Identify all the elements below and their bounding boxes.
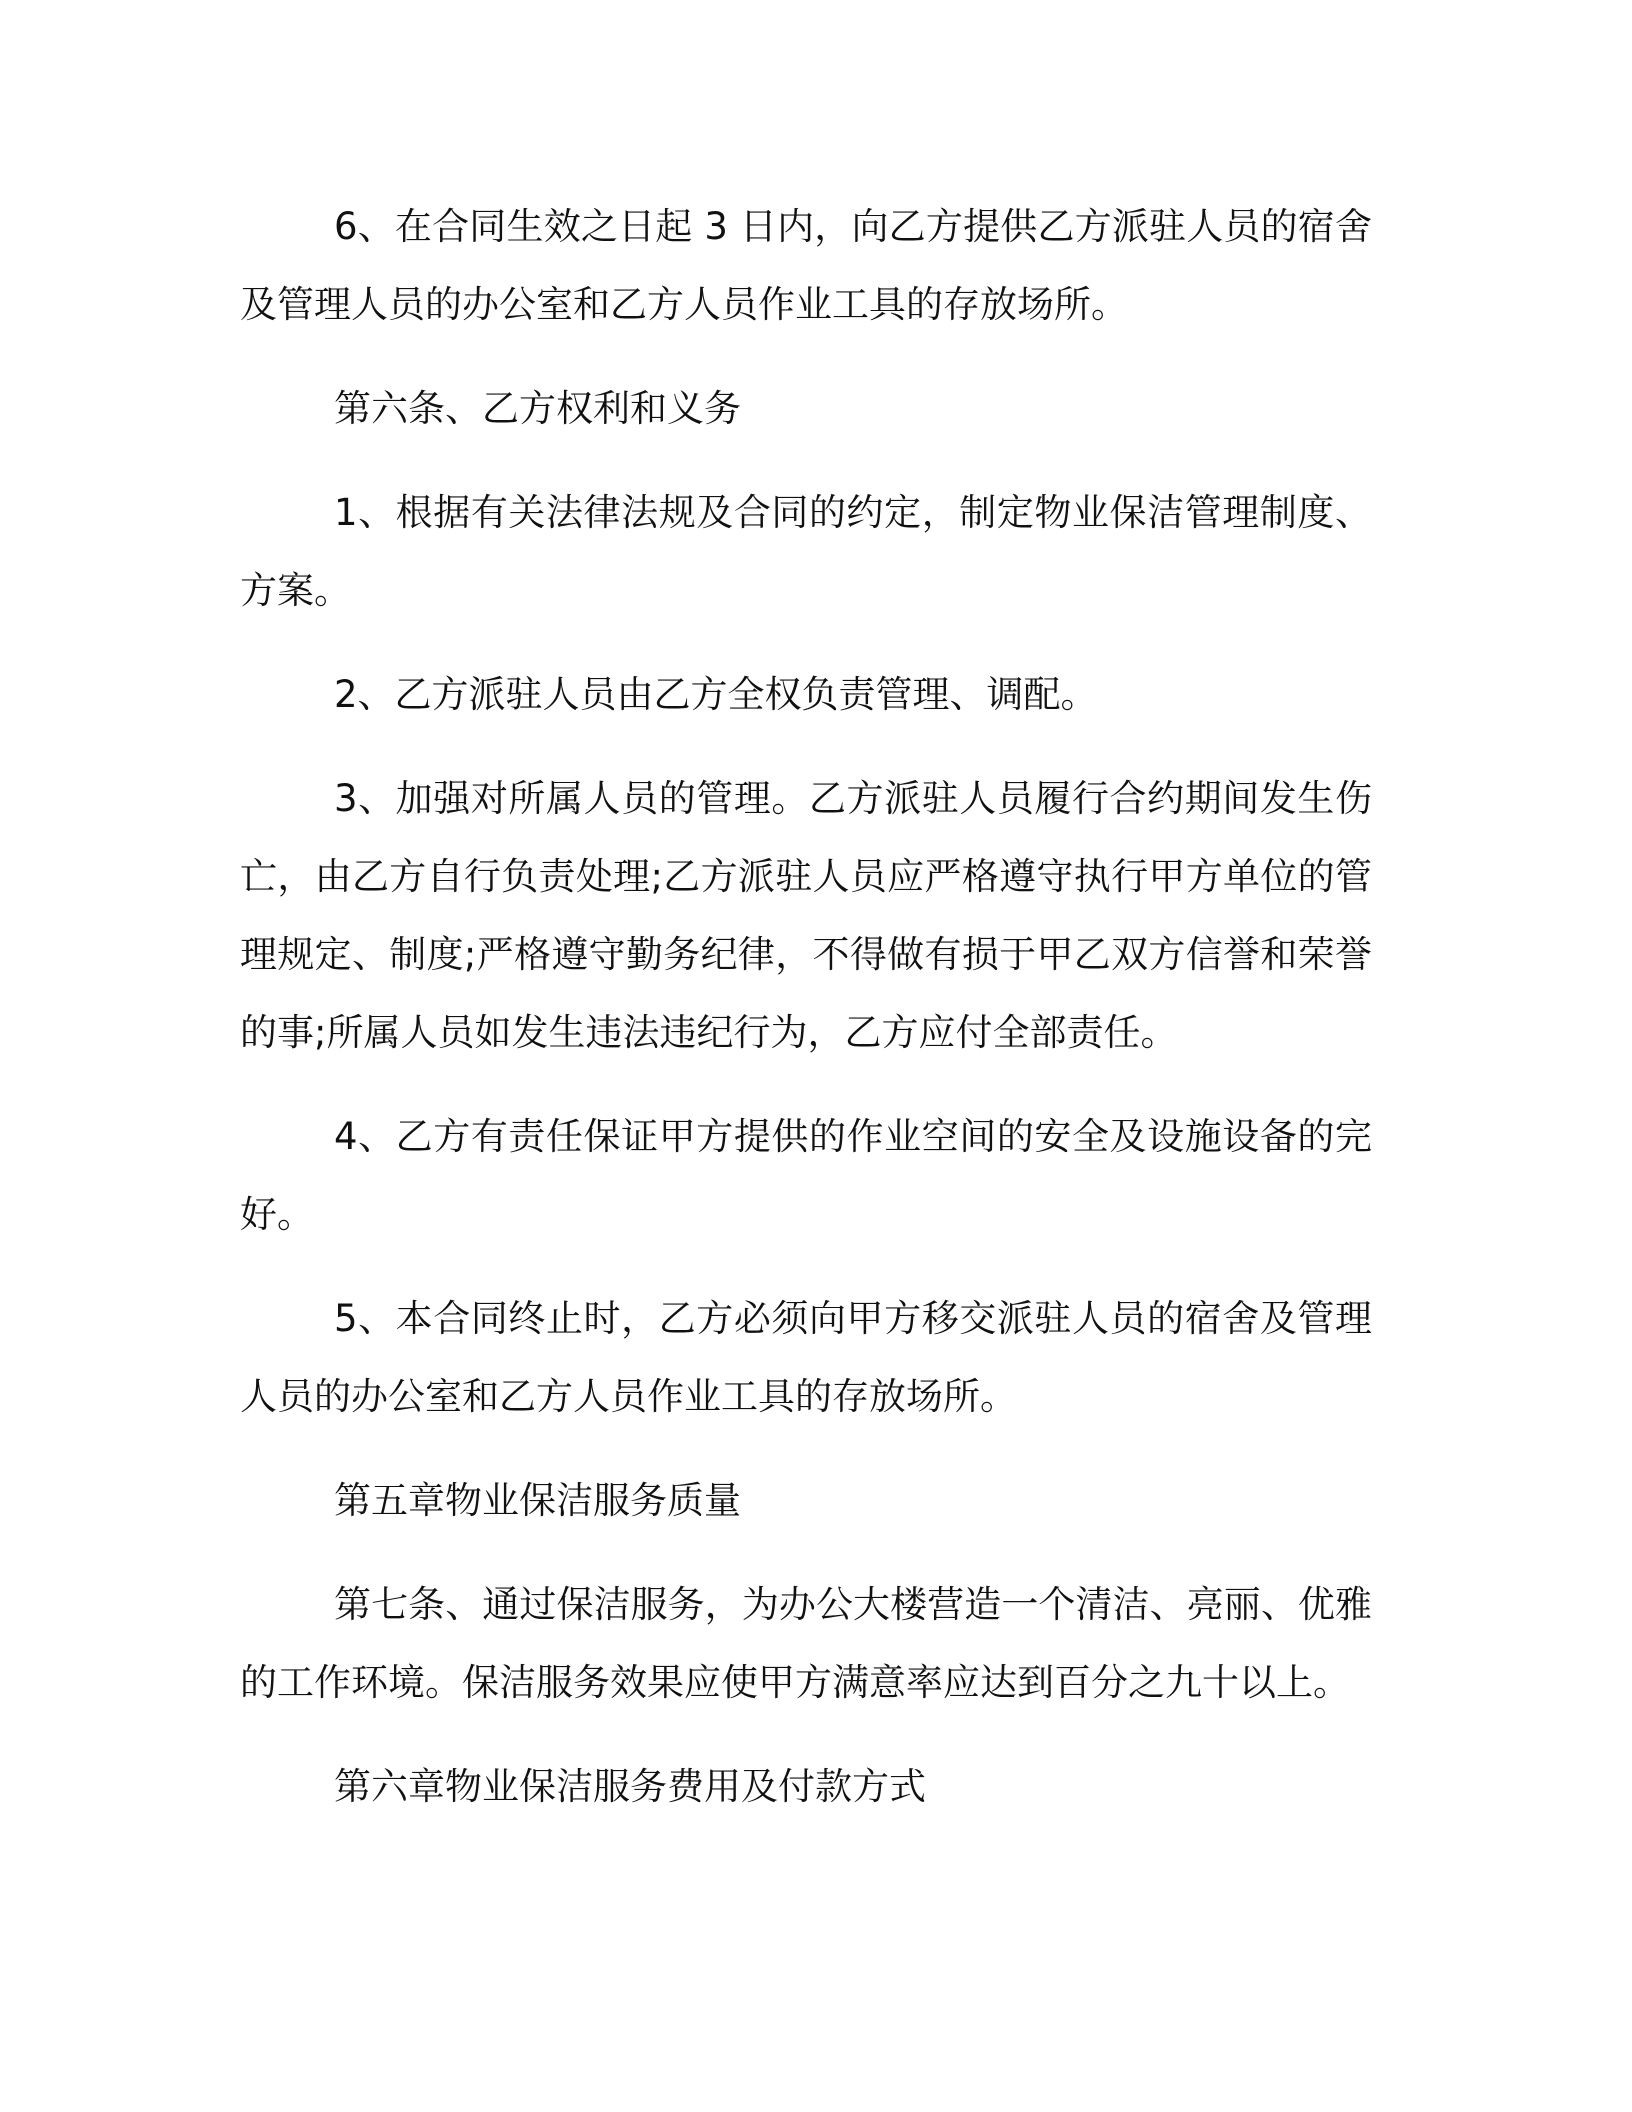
paragraph-item-1: 1、根据有关法律法规及合同的约定，制定物业保洁管理制度、方案。	[240, 491, 1372, 612]
article-7-paragraph: 第七条、通过保洁服务，为办公大楼营造一个清洁、亮丽、优雅的工作环境。保洁服务效果应使甲方满意率应达到百分之九十以上。	[240, 1583, 1372, 1704]
paragraph-item-4: 4、乙方有责任保证甲方提供的作业空间的安全及设施设备的完好。	[240, 1115, 1372, 1236]
paragraph-item-5: 5、本合同终止时，乙方必须向甲方移交派驻人员的宿舍及管理人员的办公室和乙方人员作业工具的存放场所。	[240, 1297, 1372, 1418]
article-6-heading: 第六条、乙方权利和义务	[334, 387, 741, 430]
paragraph-item-3: 3、加强对所属人员的管理。乙方派驻人员履行合约期间发生伤亡，由乙方自行负责处理;乙方派驻人员应严格遵守执行甲方单位的管理规定、制度;严格遵守勤务纪律，不得做有损于甲乙双方信誉和荣誉的事;所属人员如发生违法违纪行为，乙方应付全部责任。	[240, 777, 1372, 1054]
paragraph-item-6: 6、在合同生效之日起 3 日内，向乙方提供乙方派驻人员的宿舍及管理人员的办公室和乙方人员作业工具的存放场所。	[240, 205, 1372, 326]
chapter-6-heading: 第六章物业保洁服务费用及付款方式	[334, 1765, 926, 1808]
chapter-5-heading: 第五章物业保洁服务质量	[334, 1479, 741, 1522]
paragraph-item-2: 2、乙方派驻人员由乙方全权负责管理、调配。	[334, 673, 1098, 716]
document-body	[240, 188, 1372, 1852]
